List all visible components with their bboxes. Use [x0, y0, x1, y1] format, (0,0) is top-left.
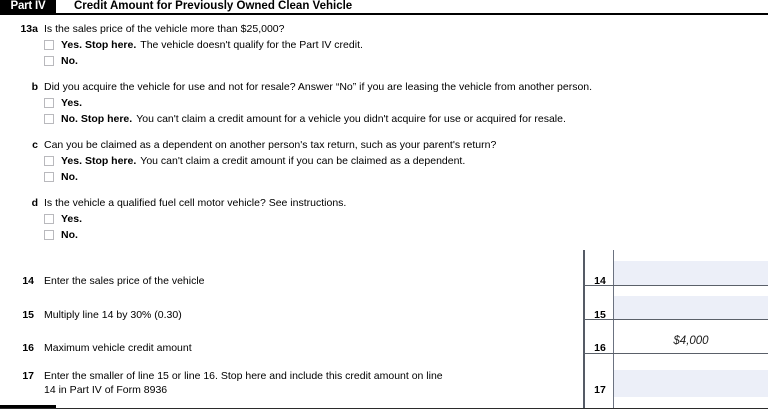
- question-label: d: [31, 197, 38, 209]
- dot-leader: [56, 319, 578, 320]
- line-number-14: 14: [22, 275, 34, 287]
- dot-leader: [56, 394, 578, 395]
- amount-input-line-17[interactable]: [614, 370, 768, 397]
- checkbox-label-bold: No.: [61, 229, 78, 241]
- part-number-tag: Part IV: [0, 0, 56, 13]
- checkbox-label: [61, 111, 566, 127]
- checkbox-label-bold: Yes. Stop here.: [61, 39, 137, 51]
- checkbox-row[interactable]: [0, 53, 768, 69]
- question-block-13a: [0, 21, 768, 69]
- amount-input-line-15[interactable]: [614, 296, 768, 319]
- checkbox-no[interactable]: [44, 56, 54, 66]
- line-description-cont-17: 14 in Part IV of Form 8936: [44, 384, 168, 396]
- line-description-17: Enter the smaller of line 15 or line 16. Stop here and include this credit amount on line: [44, 370, 443, 382]
- next-part-rule: [0, 408, 768, 409]
- checkbox-label-bold: No. Stop here.: [61, 113, 133, 125]
- checkbox-row[interactable]: [0, 37, 768, 53]
- checkbox-label-bold: No.: [61, 55, 78, 67]
- checkbox-no[interactable]: [44, 114, 54, 124]
- question-block-b: [0, 79, 768, 127]
- checkbox-yes[interactable]: [44, 98, 54, 108]
- dot-leader: [56, 352, 578, 353]
- checkbox-label: [61, 169, 78, 185]
- question-label: 13a: [20, 23, 38, 35]
- checkbox-no[interactable]: [44, 172, 54, 182]
- checkbox-row[interactable]: [0, 153, 768, 169]
- question-text: Can you be claimed as a dependent on another person's tax return, such as your parent's return?: [44, 139, 497, 151]
- line-items-table: [0, 250, 768, 408]
- checkbox-label-bold: No.: [61, 171, 78, 183]
- checkbox-label-rest: The vehicle doesn't qualify for the Part IV credit.: [140, 39, 363, 51]
- checkbox-label: [61, 211, 82, 227]
- question-text: Did you acquire the vehicle for use and not for resale? Answer “No” if you are leasing the vehicle from another person.: [44, 81, 593, 93]
- checkbox-row[interactable]: [0, 211, 768, 227]
- checkbox-row[interactable]: [0, 95, 768, 111]
- checkbox-label-rest: You can't claim a credit amount for a vehicle you didn't acquire for use or acquired for resale.: [136, 113, 566, 125]
- checkbox-label: [61, 227, 78, 243]
- checkbox-label-bold: Yes. Stop here.: [61, 155, 137, 167]
- amount-input-line-14[interactable]: [614, 261, 768, 285]
- checkbox-row[interactable]: [0, 227, 768, 243]
- box-line-number-15: 15: [594, 309, 606, 321]
- part-header: [0, 0, 768, 15]
- question-text: Is the vehicle a qualified fuel cell motor vehicle? See instructions.: [44, 197, 347, 209]
- question-row: [0, 137, 768, 153]
- question-block-d: [0, 195, 768, 243]
- amount-value-line-16: $4,000: [673, 335, 709, 347]
- checkbox-yes[interactable]: [44, 40, 54, 50]
- line-description-14: Enter the sales price of the vehicle: [44, 275, 205, 287]
- box-line-number-17: 17: [594, 384, 606, 396]
- question-row: [0, 79, 768, 95]
- checkbox-label: [61, 153, 465, 169]
- checkbox-yes[interactable]: [44, 156, 54, 166]
- table-left-rule: [583, 250, 585, 408]
- checkbox-label-rest: You can't claim a credit amount if you can be claimed as a dependent.: [140, 155, 466, 167]
- checkbox-row[interactable]: [0, 169, 768, 185]
- question-label: b: [31, 81, 38, 93]
- question-label: c: [32, 139, 38, 151]
- checkbox-label-bold: Yes.: [61, 97, 83, 109]
- line-description-15: Multiply line 14 by 30% (0.30): [44, 309, 182, 321]
- checkbox-row[interactable]: [0, 111, 768, 127]
- dot-leader: [56, 285, 578, 286]
- checkbox-no[interactable]: [44, 230, 54, 240]
- question-row: [0, 21, 768, 37]
- checkbox-yes[interactable]: [44, 214, 54, 224]
- line-number-17: 17: [22, 370, 34, 382]
- checkbox-label: [61, 95, 82, 111]
- question-block-c: [0, 137, 768, 185]
- question-text: Is the sales price of the vehicle more than $25,000?: [44, 23, 285, 35]
- checkbox-label-bold: Yes.: [61, 213, 83, 225]
- question-row: [0, 195, 768, 211]
- line-description-16: Maximum vehicle credit amount: [44, 342, 192, 354]
- box-line-number-16: 16: [594, 342, 606, 354]
- checkbox-label: [61, 53, 78, 69]
- line-number-16: 16: [22, 342, 34, 354]
- part-title: Credit Amount for Previously Owned Clean Vehicle: [74, 0, 353, 12]
- amount-input-line-16[interactable]: [614, 330, 768, 353]
- line-number-15: 15: [22, 309, 34, 321]
- checkbox-label: [61, 37, 363, 53]
- box-line-number-14: 14: [594, 275, 606, 287]
